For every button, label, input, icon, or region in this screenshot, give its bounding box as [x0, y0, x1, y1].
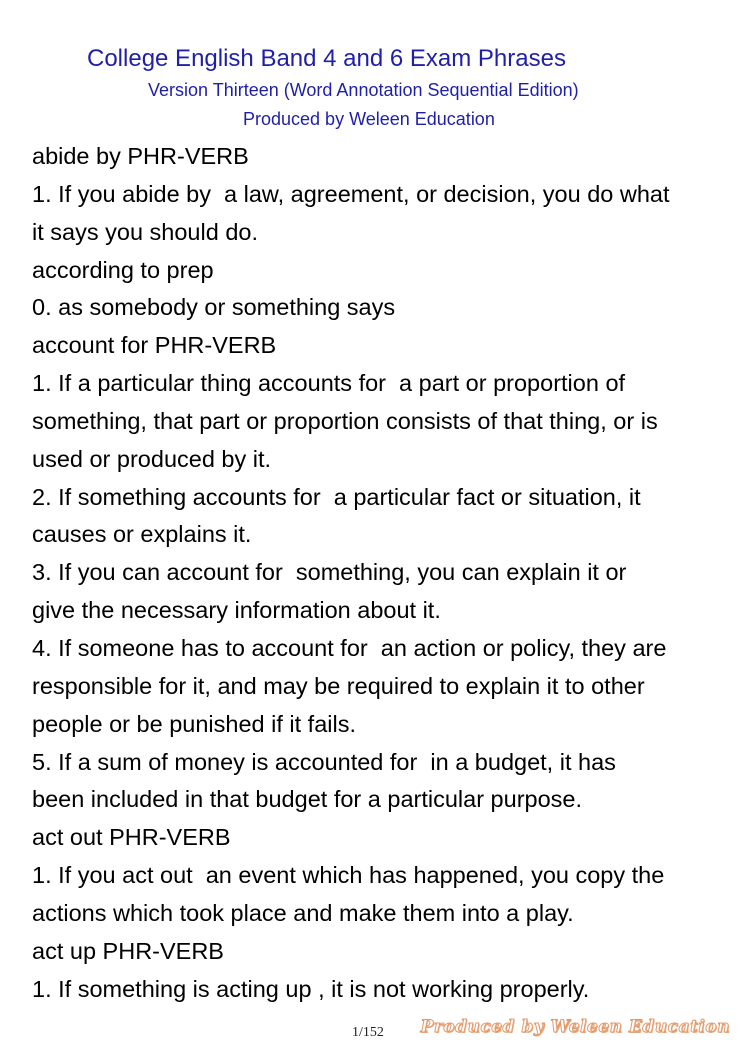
entry-line: 0. as somebody or something says: [32, 294, 396, 321]
entry-line: responsible for it, and may be required to explain it to other: [32, 672, 645, 699]
entry-line: 1. If something is acting up , it is not working properly.: [32, 975, 590, 1002]
entry-line: act up PHR-VERB: [32, 937, 224, 964]
entry-line: 1. If a particular thing accounts for a part or proportion of: [32, 370, 626, 397]
entry-line: 1. If you act out an event which has happened, you copy the: [32, 862, 665, 889]
entry-line: give the necessary information about it.: [32, 597, 441, 624]
entry-line: account for PHR-VERB: [32, 332, 277, 359]
entry-line: act out PHR-VERB: [32, 824, 231, 851]
entry-line: used or produced by it.: [32, 445, 272, 472]
entry-line: 1. If you abide by a law, agreement, or decision, you do what: [32, 180, 670, 207]
document-subtitle: Version Thirteen (Word Annotation Sequential Edition): [148, 80, 579, 100]
entry-line: 4. If someone has to account for an action or policy, they are: [32, 634, 667, 661]
entry-line: causes or explains it.: [32, 521, 252, 548]
entry-line: something, that part or proportion consists of that thing, or is: [32, 407, 658, 434]
document-title: College English Band 4 and 6 Exam Phrases: [87, 45, 566, 72]
page-number: 1/152: [352, 1025, 384, 1040]
entry-line: 5. If a sum of money is accounted for in a budget, it has: [32, 748, 616, 775]
entry-line: actions which took place and make them into a play.: [32, 899, 574, 926]
entry-line: according to prep: [32, 256, 214, 283]
entry-line: been included in that budget for a particular purpose.: [32, 786, 583, 813]
entry-line: abide by PHR-VERB: [32, 143, 249, 169]
phrase-entries: [32, 138, 732, 1008]
entry-line: it says you should do.: [32, 218, 258, 245]
entry-line: people or be punished if it fails.: [32, 710, 356, 737]
entry-line: 3. If you can account for something, you can explain it or: [32, 559, 627, 586]
entry-line: 2. If something accounts for a particular fact or situation, it: [32, 483, 641, 510]
watermark: Produced by Weleen Education: [420, 1017, 730, 1037]
document-producer: Produced by Weleen Education: [243, 109, 495, 129]
